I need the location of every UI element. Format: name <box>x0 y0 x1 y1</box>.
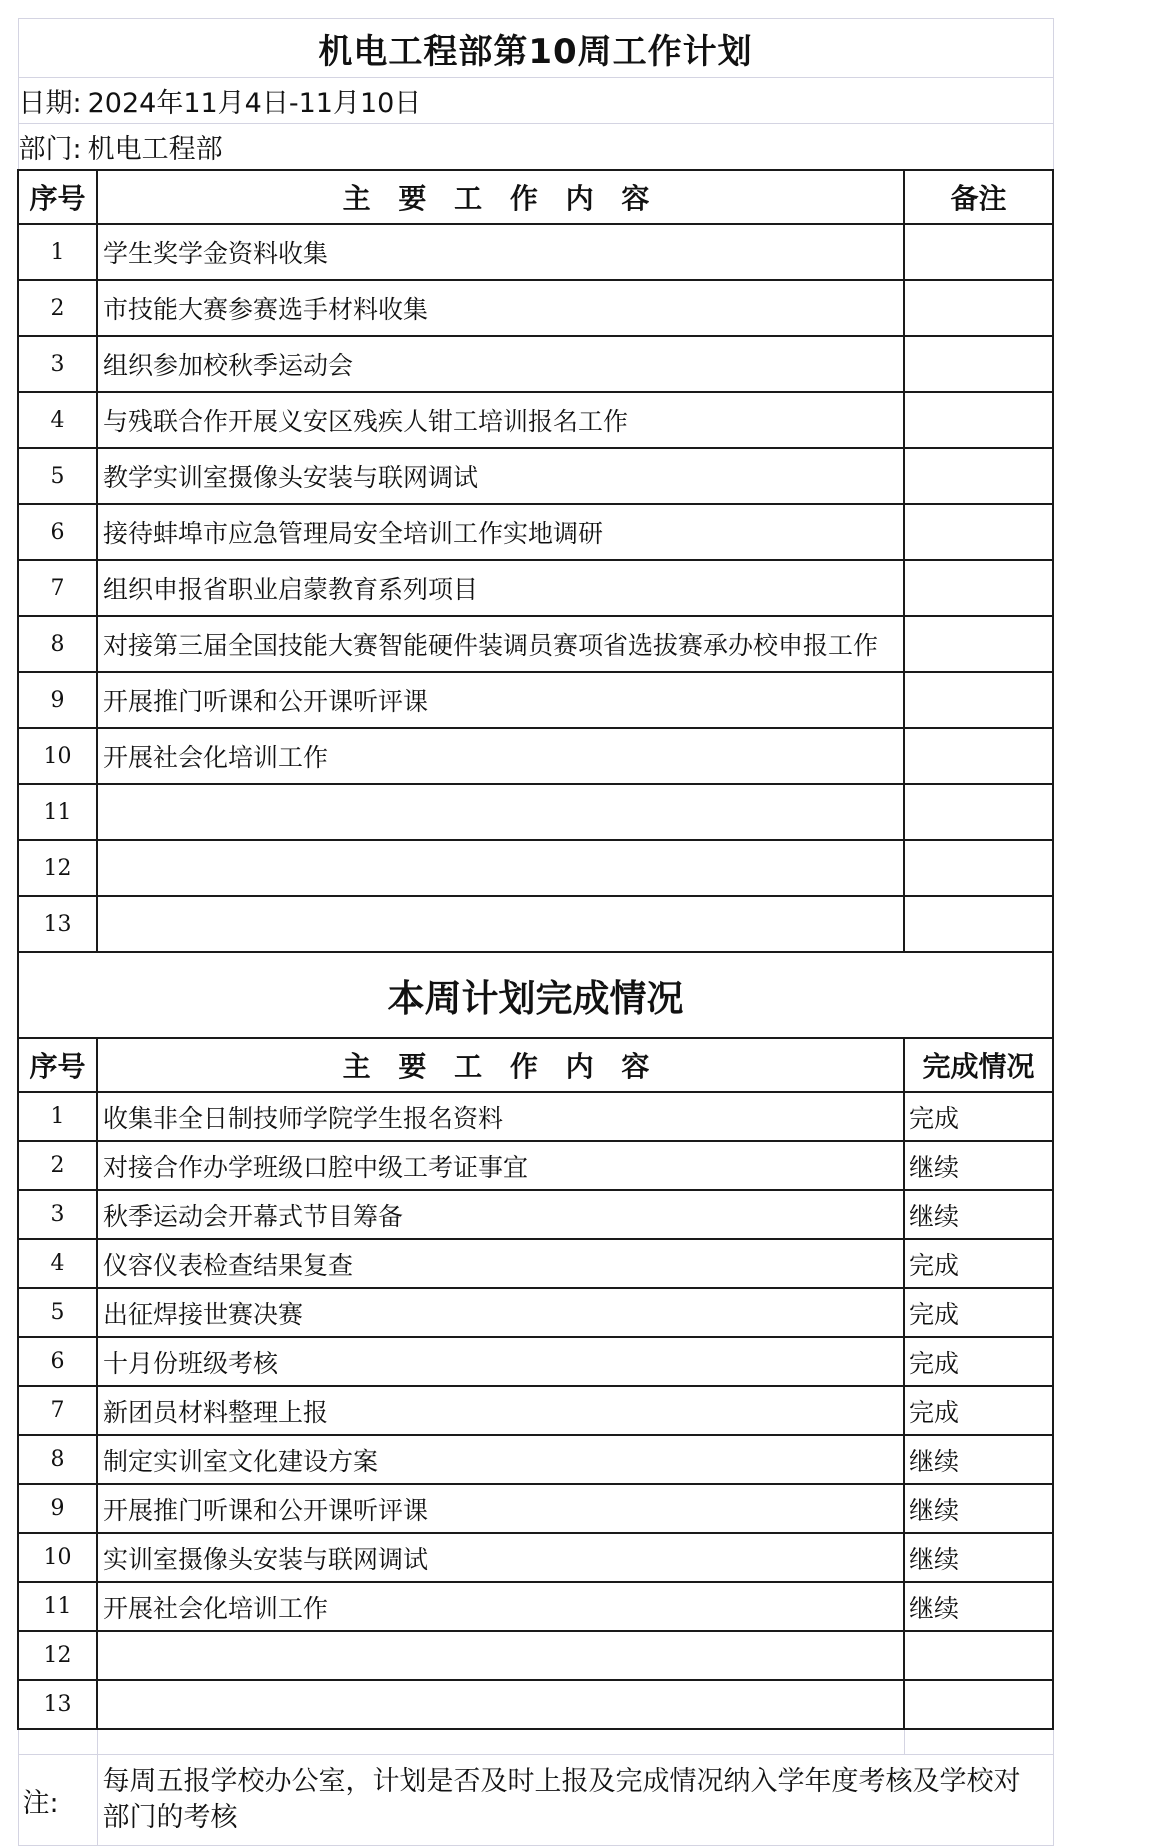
completion-row <box>18 1484 1053 1533</box>
plan-row-num: 12 <box>18 840 97 896</box>
completion-row-status: 继续 <box>904 1190 1053 1239</box>
completion-row <box>18 1435 1053 1484</box>
department-cell <box>18 124 1053 171</box>
completion-row-status: 完成 <box>904 1092 1053 1141</box>
plan-row-content: 对接第三届全国技能大赛智能硬件装调员赛项省选拔赛承办校申报工作 <box>97 616 904 672</box>
completion-row-num: 6 <box>18 1337 97 1386</box>
completion-row <box>18 1582 1053 1631</box>
plan-row <box>18 672 1053 728</box>
completion-row-content: 新团员材料整理上报 <box>97 1386 904 1435</box>
completion-row-content: 制定实训室文化建设方案 <box>97 1435 904 1484</box>
completion-row <box>18 1337 1053 1386</box>
plan-row-num: 5 <box>18 448 97 504</box>
department-row <box>18 124 1053 171</box>
completion-row-content: 开展推门听课和公开课听评课 <box>97 1484 904 1533</box>
plan-row-note <box>904 336 1053 392</box>
plan-row <box>18 560 1053 616</box>
spacer-row <box>18 1729 1053 1755</box>
date-label: 日期: <box>18 88 82 119</box>
department-value: 机电工程部 <box>87 134 223 165</box>
spacer-cell <box>18 1729 97 1755</box>
plan-row-num: 7 <box>18 560 97 616</box>
completion-row-num: 3 <box>18 1190 97 1239</box>
completion-row-content: 仪容仪表检查结果复查 <box>97 1239 904 1288</box>
plan-row <box>18 728 1053 784</box>
plan-row <box>18 280 1053 336</box>
plan-row-num: 6 <box>18 504 97 560</box>
completion-section-row <box>18 952 1053 1038</box>
plan-header-content: 主 要 工 作 内 容 <box>97 170 904 224</box>
completion-header-row <box>18 1038 1053 1092</box>
completion-row <box>18 1386 1053 1435</box>
plan-row-num: 8 <box>18 616 97 672</box>
completion-row-num: 7 <box>18 1386 97 1435</box>
completion-row-num: 12 <box>18 1631 97 1680</box>
completion-row-status: 完成 <box>904 1337 1053 1386</box>
completion-row <box>18 1533 1053 1582</box>
plan-row <box>18 224 1053 280</box>
completion-row-content: 对接合作办学班级口腔中级工考证事宜 <box>97 1141 904 1190</box>
completion-header-status: 完成情况 <box>904 1038 1053 1092</box>
completion-row-num: 13 <box>18 1680 97 1729</box>
plan-row-note <box>904 392 1053 448</box>
completion-row <box>18 1631 1053 1680</box>
completion-row-status: 完成 <box>904 1288 1053 1337</box>
plan-row <box>18 784 1053 840</box>
plan-row <box>18 896 1053 952</box>
work-plan-table <box>17 18 1054 1846</box>
plan-row-content <box>97 840 904 896</box>
completion-row-status: 完成 <box>904 1386 1053 1435</box>
completion-row-content: 秋季运动会开幕式节目筹备 <box>97 1190 904 1239</box>
plan-row <box>18 336 1053 392</box>
completion-section-title: 本周计划完成情况 <box>18 952 1053 1038</box>
plan-row-note <box>904 560 1053 616</box>
plan-row-num: 10 <box>18 728 97 784</box>
completion-row-status: 完成 <box>904 1239 1053 1288</box>
completion-row-status: 继续 <box>904 1582 1053 1631</box>
plan-row-content: 市技能大赛参赛选手材料收集 <box>97 280 904 336</box>
plan-row-content: 组织参加校秋季运动会 <box>97 336 904 392</box>
plan-row-note <box>904 728 1053 784</box>
footer-note-label: 注: <box>18 1755 97 1846</box>
plan-row-note <box>904 896 1053 952</box>
footer-note-text: 每周五报学校办公室，计划是否及时上报及完成情况纳入学年度考核及学校对部门的考核 <box>97 1755 1053 1846</box>
completion-row-content <box>97 1631 904 1680</box>
plan-row-content <box>97 784 904 840</box>
plan-row-note <box>904 280 1053 336</box>
plan-row-content: 接待蚌埠市应急管理局安全培训工作实地调研 <box>97 504 904 560</box>
completion-row <box>18 1190 1053 1239</box>
plan-row-num: 4 <box>18 392 97 448</box>
completion-row <box>18 1092 1053 1141</box>
completion-row <box>18 1239 1053 1288</box>
spacer-cell <box>904 1729 1053 1755</box>
completion-row <box>18 1141 1053 1190</box>
completion-header-content: 主 要 工 作 内 容 <box>97 1038 904 1092</box>
completion-row-num: 10 <box>18 1533 97 1582</box>
completion-row-status: 继续 <box>904 1141 1053 1190</box>
plan-row-note <box>904 840 1053 896</box>
plan-header-row <box>18 170 1053 224</box>
completion-row-num: 8 <box>18 1435 97 1484</box>
date-value: 2024年11月4日-11月10日 <box>87 88 422 119</box>
completion-row-num: 5 <box>18 1288 97 1337</box>
plan-row <box>18 504 1053 560</box>
completion-row-content <box>97 1680 904 1729</box>
plan-row-note <box>904 672 1053 728</box>
spacer-cell <box>97 1729 904 1755</box>
plan-header-num: 序号 <box>18 170 97 224</box>
plan-row-content: 与残联合作开展义安区残疾人钳工培训报名工作 <box>97 392 904 448</box>
plan-row-num: 9 <box>18 672 97 728</box>
spreadsheet <box>17 18 1052 1846</box>
plan-row-note <box>904 224 1053 280</box>
plan-row <box>18 840 1053 896</box>
plan-row-content <box>97 896 904 952</box>
plan-row <box>18 448 1053 504</box>
completion-row-num: 11 <box>18 1582 97 1631</box>
plan-row-content: 开展推门听课和公开课听评课 <box>97 672 904 728</box>
completion-header-num: 序号 <box>18 1038 97 1092</box>
completion-row-num: 9 <box>18 1484 97 1533</box>
completion-row-status <box>904 1631 1053 1680</box>
title-row <box>18 19 1053 78</box>
date-row <box>18 78 1053 124</box>
completion-row <box>18 1288 1053 1337</box>
completion-row-content: 收集非全日制技师学院学生报名资料 <box>97 1092 904 1141</box>
plan-row-content: 组织申报省职业启蒙教育系列项目 <box>97 560 904 616</box>
plan-row-num: 3 <box>18 336 97 392</box>
completion-row-num: 4 <box>18 1239 97 1288</box>
completion-row-content: 开展社会化培训工作 <box>97 1582 904 1631</box>
plan-row-num: 11 <box>18 784 97 840</box>
completion-row-content: 出征焊接世赛决赛 <box>97 1288 904 1337</box>
plan-row <box>18 616 1053 672</box>
plan-row-num: 13 <box>18 896 97 952</box>
completion-row-status: 继续 <box>904 1484 1053 1533</box>
plan-row-note <box>904 504 1053 560</box>
completion-row-status <box>904 1680 1053 1729</box>
plan-header-note: 备注 <box>904 170 1053 224</box>
plan-row-content: 教学实训室摄像头安装与联网调试 <box>97 448 904 504</box>
plan-row-content: 开展社会化培训工作 <box>97 728 904 784</box>
footer-note-row <box>18 1755 1053 1846</box>
department-label: 部门: <box>18 134 82 165</box>
plan-row-note <box>904 784 1053 840</box>
plan-row-note <box>904 616 1053 672</box>
plan-row-num: 1 <box>18 224 97 280</box>
plan-row <box>18 392 1053 448</box>
completion-row-status: 继续 <box>904 1533 1053 1582</box>
completion-row-num: 1 <box>18 1092 97 1141</box>
completion-row <box>18 1680 1053 1729</box>
plan-row-note <box>904 448 1053 504</box>
completion-row-num: 2 <box>18 1141 97 1190</box>
plan-row-content: 学生奖学金资料收集 <box>97 224 904 280</box>
plan-row-num: 2 <box>18 280 97 336</box>
date-cell <box>18 78 1053 124</box>
completion-row-content: 实训室摄像头安装与联网调试 <box>97 1533 904 1582</box>
document-title: 机电工程部第10周工作计划 <box>18 19 1053 78</box>
completion-row-status: 继续 <box>904 1435 1053 1484</box>
completion-row-content: 十月份班级考核 <box>97 1337 904 1386</box>
